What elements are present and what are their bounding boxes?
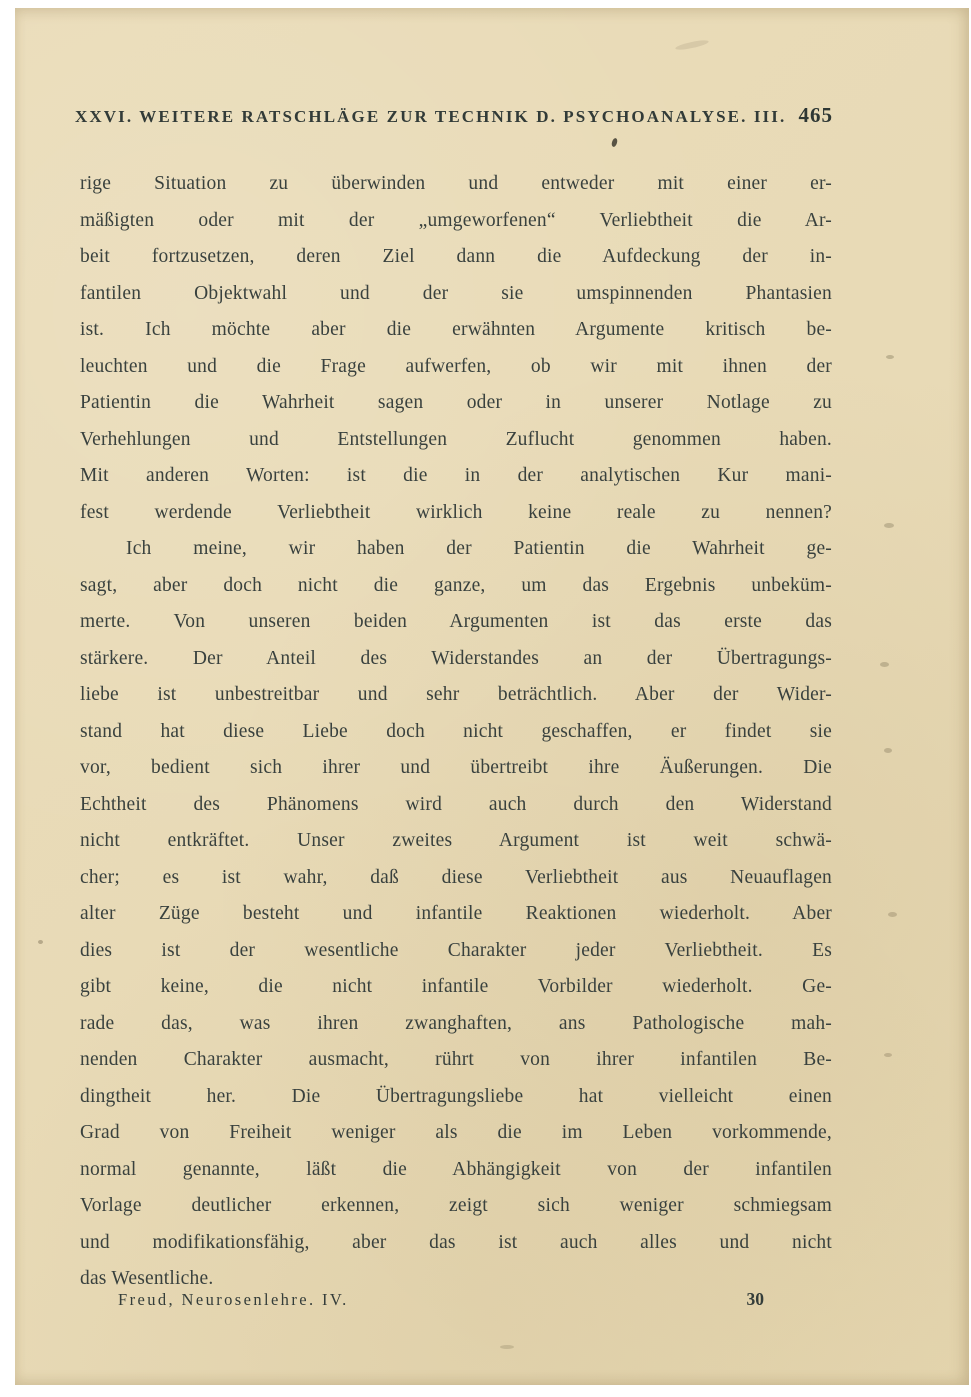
footer-imprint: Freud, Neurosenlehre. IV.	[118, 1290, 349, 1309]
body-text	[80, 166, 832, 1298]
text-line: gibt keine, die nicht infantile Vorbilder wiederholt. Ge-	[80, 976, 832, 997]
text-line: fantilen Objektwahl und der sie umspinnenden Phantasien	[80, 282, 832, 304]
text-line: nicht entkräftet. Unser zweites Argument ist weit schwä-	[80, 830, 832, 851]
text-line: Patientin die Wahrheit sagen oder in unserer Notlage zu	[80, 392, 832, 413]
text-line: alter Züge besteht und infantile Reaktionen wiederholt. Aber	[80, 903, 832, 924]
ink-speck	[611, 137, 619, 147]
text-line: mäßigten oder mit der „umgeworfenen“ Verliebtheit die Ar-	[80, 209, 832, 231]
text-line: vor, bedient sich ihrer und übertreibt ihre Äußerungen. Die	[80, 757, 832, 778]
text-line: normal genannte, läßt die Abhängigkeit von der infantilen	[80, 1158, 832, 1180]
paper-speck	[38, 940, 43, 944]
text-line: cher; es ist wahr, daß diese Verliebtheit aus Neuauflagen	[80, 866, 832, 888]
paper-speck	[888, 912, 897, 917]
paper-speck	[500, 1345, 514, 1349]
text-line: stärkere. Der Anteil des Widerstandes an der Übertragungs-	[80, 647, 832, 669]
text-line: fest werdende Verliebtheit wirklich keine reale zu nennen?	[80, 501, 832, 523]
text-line: Vorlage deutlicher erkennen, zeigt sich weniger schmiegsam	[80, 1195, 832, 1216]
text-line: Verhehlungen und Entstellungen Zuflucht genommen haben.	[80, 428, 832, 450]
paper-speck	[880, 662, 889, 667]
text-line: rade das, was ihren zwanghaften, ans Pathologische mah-	[80, 1012, 832, 1034]
text-line: das Wesentliche.	[80, 1268, 214, 1289]
paper-speck	[884, 523, 894, 528]
text-line: sagt, aber doch nicht die ganze, um das Ergebnis unbeküm-	[80, 574, 832, 596]
text-line: Echtheit des Phänomens wird auch durch den Widerstand	[80, 793, 832, 815]
paper-speck	[884, 1053, 892, 1057]
book-page	[15, 8, 969, 1385]
text-line: dies ist der wesentliche Charakter jeder Verliebtheit. Es	[80, 939, 832, 961]
text-line: merte. Von unseren beiden Argumenten ist das erste das	[80, 611, 832, 632]
text-line: dingtheit her. Die Übertragungsliebe hat vielleicht einen	[80, 1085, 832, 1107]
signature-number: 30	[746, 1289, 764, 1309]
page-footer	[80, 1289, 832, 1310]
page-number: 465	[798, 103, 833, 127]
text-line: nenden Charakter ausmacht, rührt von ihrer infantilen Be-	[80, 1049, 832, 1070]
paper-speck	[886, 355, 894, 359]
text-line: stand hat diese Liebe doch nicht geschaffen, er findet sie	[80, 720, 832, 742]
text-line: ist. Ich möchte aber die erwähnten Argumente kritisch be-	[80, 319, 832, 340]
text-line: leuchten und die Frage aufwerfen, ob wir mit ihnen der	[80, 355, 832, 377]
text-line: beit fortzusetzen, deren Ziel dann die Aufdeckung der in-	[80, 246, 832, 267]
text-line: und modifikationsfähig, aber das ist auch alles und nicht	[80, 1231, 832, 1253]
text-line: rige Situation zu überwinden und entweder mit einer er-	[80, 173, 832, 194]
text-line: Ich meine, wir haben der Patientin die Wahrheit ge-	[126, 538, 832, 559]
text-line: Mit anderen Worten: ist die in der analytischen Kur mani-	[80, 465, 832, 486]
paper-crease	[675, 39, 710, 52]
text-line: Grad von Freiheit weniger als die im Leben vorkommende,	[80, 1122, 832, 1143]
page-header	[75, 103, 833, 128]
paper-speck	[884, 748, 892, 753]
running-title: XXVI. WEITERE RATSCHLÄGE ZUR TECHNIK D. PSYCHOANALYSE. III.	[75, 107, 787, 126]
text-line: liebe ist unbestreitbar und sehr beträchtlich. Aber der Wider-	[80, 684, 832, 705]
